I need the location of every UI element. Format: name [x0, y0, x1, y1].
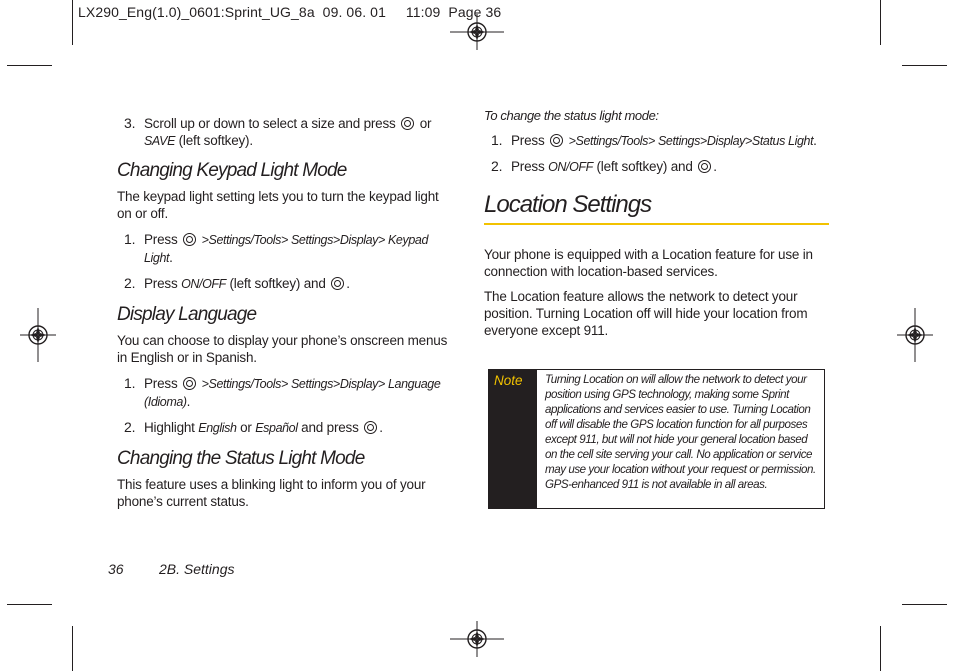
- crop-mark-top-left-h: [7, 65, 52, 66]
- note-text: Turning Location on will allow the network to detect your position using GPS technology, making some Sprint applications and services easier to use. Turning Location off will disable the GPS location function for all purposes except 911, but will not hide your general location based on the cell site serving your call. No application or service may use your location without your request or permission. GPS-enhanced 911 is not available in all areas.: [545, 373, 816, 491]
- location-paragraph-1: Your phone is equipped with a Location feature for use in connection with location-based services.: [484, 247, 813, 279]
- on-off-softkey-label: ON/OFF: [181, 277, 226, 291]
- crop-mark-top-right-h: [902, 65, 947, 66]
- status-step-1: 1. Press >Settings/Tools> Settings>Display>Status Light.: [491, 132, 817, 148]
- print-slug-line: LX290_Eng(1.0)_0601:Sprint_UG_8a 09. 06. 01 11:09 Page 36: [78, 4, 502, 20]
- language-step-1: 1. Press >Settings/Tools> Settings>Display> Language (Idioma).: [124, 375, 441, 409]
- step-number: 3.: [124, 115, 136, 131]
- note-label: Note: [494, 373, 523, 388]
- keypad-menu-path: >Settings/Tools> Settings>Display> Keypad Light: [144, 233, 428, 265]
- keypad-light-intro: The keypad light setting lets you to turn the keypad light on or off.: [117, 189, 439, 221]
- language-step-2: 2. Highlight English or Español and press .: [124, 419, 383, 435]
- status-step-2: 2. Press ON/OFF (left softkey) and .: [491, 158, 717, 174]
- note-tab: [489, 370, 537, 508]
- left-column: [117, 115, 455, 510]
- registration-mark-icon: [450, 621, 504, 657]
- registration-mark-icon: [20, 308, 56, 362]
- menu-ok-key-icon: [550, 134, 563, 147]
- display-language-heading: Display Language: [117, 304, 257, 325]
- location-paragraph-2: The Location feature allows the network to detect your position. Turning Location off will hide your location from everyone except 911.: [484, 289, 808, 338]
- on-off-softkey-label: ON/OFF: [548, 160, 593, 174]
- title-underline: [484, 223, 829, 225]
- status-light-intro: This feature uses a blinking light to inform you of your phone’s current status.: [117, 477, 426, 509]
- status-light-heading: Changing the Status Light Mode: [117, 448, 365, 469]
- scroll-size-step: 3. Scroll up or down to select a size and press or SAVE (left softkey).: [124, 115, 432, 148]
- menu-ok-key-icon: [331, 277, 344, 290]
- crop-mark-top-right-v: [880, 0, 881, 45]
- registration-mark-icon: [897, 308, 933, 362]
- note-box: [488, 369, 825, 509]
- keypad-light-heading: Changing Keypad Light Mode: [117, 160, 347, 181]
- display-language-intro: You can choose to display your phone’s onscreen menus in English or in Spanish.: [117, 333, 448, 365]
- crop-mark-bottom-right-h: [902, 604, 947, 605]
- menu-ok-key-icon: [183, 233, 196, 246]
- menu-ok-key-icon: [401, 117, 414, 130]
- location-settings-title: Location Settings: [484, 191, 652, 218]
- language-menu-path: >Settings/Tools> Settings>Display> Language (Idioma): [144, 377, 441, 409]
- menu-ok-key-icon: [364, 421, 377, 434]
- crop-mark-bottom-left-h: [7, 604, 52, 605]
- page-number: 36: [108, 561, 124, 577]
- status-menu-path: >Settings/Tools> Settings>Display>Status Light: [568, 134, 814, 148]
- keypad-step-2: 2. Press ON/OFF (left softkey) and .: [124, 275, 350, 291]
- english-option: English: [198, 421, 237, 435]
- menu-ok-key-icon: [698, 160, 711, 173]
- right-column: [484, 107, 829, 339]
- section-name: 2B. Settings: [159, 561, 235, 577]
- crop-mark-top-left-v: [72, 0, 73, 45]
- keypad-step-1: 1. Press >Settings/Tools> Settings>Display> Keypad Light.: [124, 231, 428, 265]
- espanol-option: Español: [255, 421, 298, 435]
- crop-mark-bottom-right-v: [880, 626, 881, 671]
- crop-mark-bottom-left-v: [72, 626, 73, 671]
- menu-ok-key-icon: [183, 377, 196, 390]
- status-steps-lead: To change the status light mode:: [484, 108, 659, 123]
- save-softkey-label: SAVE: [144, 134, 176, 148]
